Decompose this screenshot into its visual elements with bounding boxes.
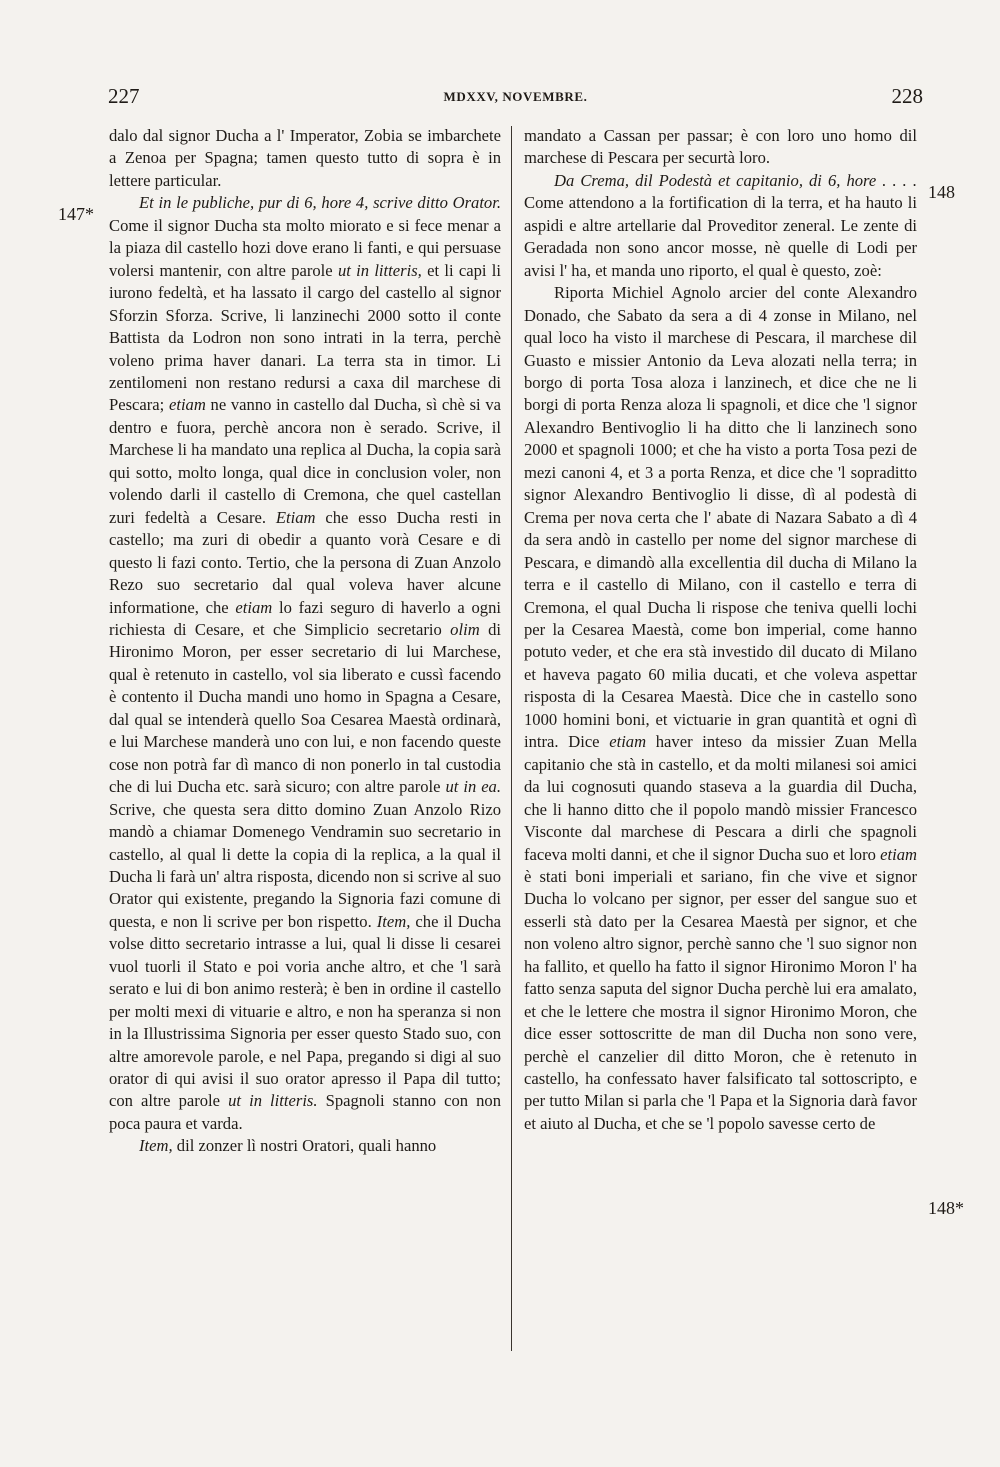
page-header <box>108 84 923 114</box>
paragraph: dalo dal signor Ducha a l' Imperator, Zobia se imbarchete a Zenoa per Spagna; tamen questo tutto di sopra è in lettere particular. <box>109 126 501 190</box>
paragraph: Et in le publiche, pur di 6, hore 4, scrive ditto Orator. Come il signor Ducha sta molto miorato e si fece menar a la piaza dil castello hozi dove erano li fanti, e qui persuase volersi mantenir, con altre parole ut in litteris, et li capi li iurono fedeltà, et ha lassato il cargo del castello al signor Sforzin Sforza. Scrive, li lanzinechi 2000 sotto il conte Battista da Lodron non sono intrati in la terra, perchè voleno prima haver danari. La terra sta in timor. Li zentilomeni non restano redursi a caxa dil marchese di Pescara; etiam ne vanno in castello dal Ducha, sì chè si va dentro e fuora, perchè ancora non è serado. Scrive, il Marchese li ha mandato una replica al Ducha, la copia sarà qui sotto, molto longa, qual dice in conclusion voler, non volendo darli il castello di Cremona, che quel castellan zuri fedeltà a Cesare. Etiam che esso Ducha resti in castello; ma zuri di obedir a quanto vorà Cesare e di questo li fazi conto. Tertio, che la persona di Zuan Anzolo Rezo suo secretario dal qual voleva haver alcune informatione, che etiam lo fazi seguro di haverlo a ogni richiesta di Cesare, et che Simplicio secretario olim di Hironimo Moron, per esser secretario di lui Marchese, qual è retenuto in castello, vol sia liberato e cussì facendo è contento il Ducha mandi uno homo in Spagna a Cesare, dal qual se intenderà quello Soa Cesarea Maestà ordinarà, e lui Marchese manderà uno con lui, e non facendo queste cose non potrà far dì manco di non ponerlo in tal custodia che di lui Ducha etc. sarà sicuro; con altre parole ut in ea. Scrive, che questa sera ditto domino Zuan Anzolo Rizo mandò a chiamar Domenego Vendramin suo secretario in castello, al qual li dette la copia di la replica, a la qual il Ducha li farà un' altra risposta, dicendo non si scrive al suo Orator qui existente, pregando la Signoria fazi comune di questa, e non li scrive per bon rispetto. Item, che il Ducha volse ditto secretario intrasse a lui, qual li disse li cesarei vuol tuorli il Stato e poi voria anche altro, et che 'l sarà serato e lui di bon animo resterà; è ben in ordine il castello per molti mexi di vituarie e altro, e non ha speranza si non in la Illustrissima Signoria per esser questo Stado suo, con altre amorevole parole, e nel Papa, pregando si digi al suo orator di qui avisi il suo orator apresso il Papa dil tutto; con altre parole ut in litteris. Spagnoli stanno con non poca paura et varda. <box>109 193 501 1133</box>
italic-heading: Et in le publiche, pur di 6, hore 4, scrive ditto Orator. <box>139 193 501 213</box>
page-number-left: 227 <box>108 84 140 108</box>
margin-note-148-star: 148* <box>928 1198 964 1218</box>
page-number-right: 228 <box>891 84 923 108</box>
paragraph: mandato a Cassan per passar; è con loro uno homo dil marchese di Pescara per securtà loro. <box>524 126 917 168</box>
running-title: MDXXV, NOVEMBRE. <box>443 89 588 104</box>
right-column <box>524 125 917 1135</box>
column-divider <box>511 126 512 1351</box>
margin-note-147: 147* <box>58 204 94 224</box>
italic-heading: Da Crema, dil Podestà et capitanio, di 6, hore . . . . <box>554 170 917 190</box>
paragraph: Da Crema, dil Podestà et capitanio, di 6, hore . . . . Come attendono a la fortification di la terra, et ha hauto li aspidi e altre artellarie dal Proveditor zeneral. Le zente di Geradada non sono ancor mosse, nè quelle di Lodi per avisi l' ha, et manda uno riporto, el qual è questo, zoè: <box>524 170 917 280</box>
paragraph: Item, dil zonzer lì nostri Oratori, quali hanno <box>139 1136 437 1156</box>
margin-note-148: 148 <box>928 182 955 202</box>
left-column <box>109 125 501 1158</box>
paragraph: Riporta Michiel Agnolo arcier del conte Alexandro Donado, che Sabato da sera a di 4 zonse in Milano, nel qual loco ha visto il marchese di Pescara, il marchese dil Guasto e missier Antonio da Leva alozati nella terra; in borgo di porta Tosa aloza i lanzinech, et dice che ne li borgi di porta Renza aloza li spagnoli, et dice che 'l signor Alexandro Bentivoglio li ha ditto che li lanzinech sono 2000 et spagnoli 1000; et che ha visto a porta Tosa pezi de mezi canoni 4, et 3 a porta Renza, et dice che 'l sopraditto signor Alexandro Bentivoglio li disse, dì al podestà di Crema per nova certa che l' abate di Nazara Sabato a dì 4 da sera andò in castello per nome del signor marchese di Pescara, e dimandò alla excellentia dil ducha di Milano la terra e il castello di Milano, con il castello e terra di Cremona, el qual Ducha li rispose che teniva quelli lochi per la Cesarea Maestà, come bon imperial, come hanno potuto veder, et che era stà investido dil ducato di Milano et haveva pagato 60 milia ducati, et che voleva aspettar risposta di la Cesarea Maestà. Dice che in castello sono 1000 homini boni, et victuarie in gran quantità et ogni dì intra. Dice etiam haver inteso da missier Zuan Mella capitanio che stà in castello, et da molti milanesi soi amici da lui cognosuti quando staseva a la guardia dil Ducha, che li hanno ditto che il popolo mandò missier Francesco Visconte dal marchese di Pescara a dirli che spagnoli faceva molti danni, et che il signor Ducha suo et loro etiam è stati boni imperiali et sariano, fin che vive et signor Ducha lo volcano per signor, per esser del sangue suo et esserli stà dato per la Cesarea Maestà per signor, et che non voleno altro signor, perchè sanno che 'l suo signor non ha fallito, et quello ha fatto il signor Hironimo Moron l' ha fatto senza saputa del signor Ducha perchè lui era amalato, et che le lettere che mostra il signor Hironimo Moron, che dice esser sottoscritte de man dil Ducha non sono vere, perchè el canzelier dil ditto Moron, che è retenuto in castello, ha confessato haver falsificato tal sottoscripto, e per tutto Milan si parla che 'l Papa et la Signoria darà favor et aiuto al Ducha, et che se 'l popolo savesse certo de <box>524 283 917 1133</box>
